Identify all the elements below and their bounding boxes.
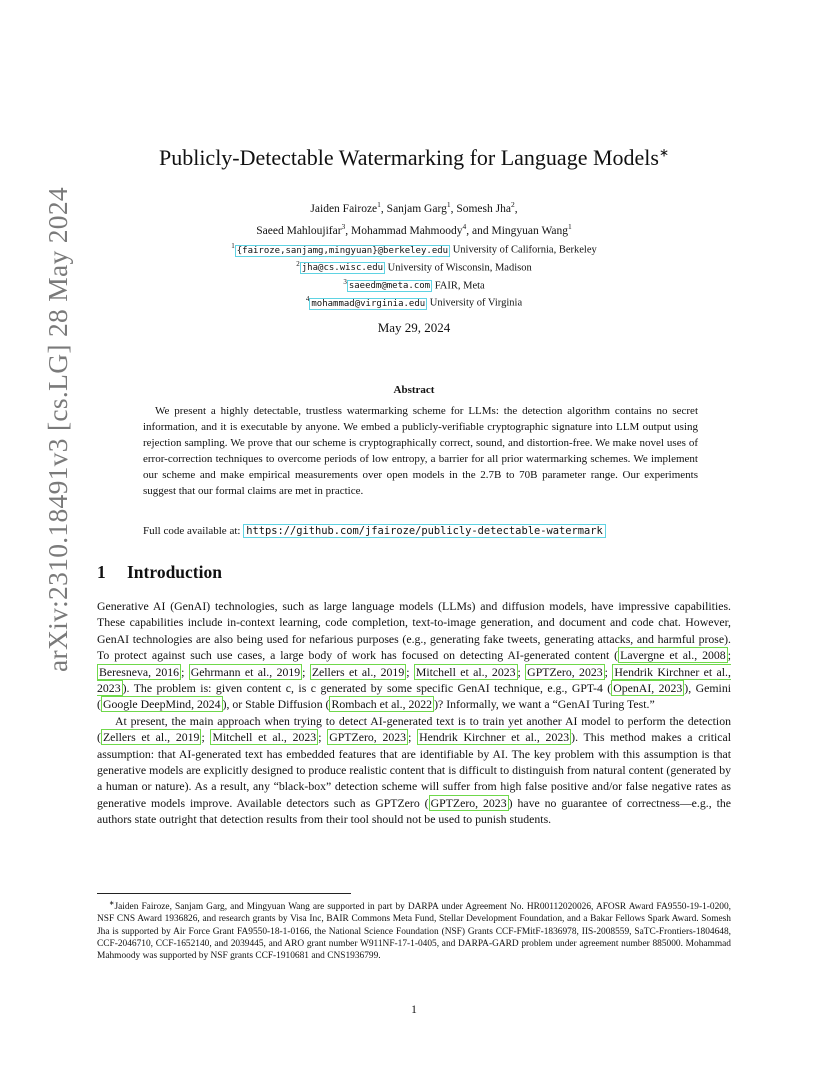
citation-link[interactable]: Mitchell et al., 2023 <box>212 730 317 745</box>
citation-link[interactable]: Google DeepMind, 2024 <box>102 697 221 712</box>
citation-link[interactable]: Mitchell et al., 2023 <box>415 664 516 679</box>
footnote-text: Jaiden Fairoze, Sanjam Garg, and Mingyuan Wang are supported in part by DARPA under Agreement No. HR00112020026, AFOSR Award FA9550-19-1-0200, NSF CNS Award 1936826, and research grants by Visa Inc, BAIR Commons Meta Fund, Stellar Development Foundation, and a Bakar Fellows Spark Award. Somesh Jha is supported by Air Force Grant FA9550-18-1-0166, the National Science Foundation (NSF) Grants CCF-FMitF-1836978, IIS-2008559, SaTC-Frontiers-1804648, CCF-2046710, CCF-1652140, and 2039445, and ARO grant number W911NF-17-1-0405, and DARPA-GARD problem under agreement number 885000. Mohammad Mahmoody was supported by NSF grants CCF-1910681 and CNS1936799. <box>97 902 731 961</box>
author-line-1 <box>0 196 828 218</box>
publication-date: May 29, 2024 <box>377 320 451 335</box>
footnote-mark: ∗ <box>109 900 115 907</box>
affiliations <box>0 240 828 311</box>
author: Jaiden Fairoze$^1$, <box>310 200 387 215</box>
author-line-2 <box>0 218 828 240</box>
author: Saeed Mahloujifar$^3$, <box>256 221 352 237</box>
affiliation: $^1$ {fairoze,sanjamg,mingyuan}@berkeley.edu University of California, Berkeley <box>231 242 597 256</box>
affiliation: $^2$ jha@cs.wisc.edu University of Wisconsin, Madison <box>296 259 532 274</box>
code-availability: Full code available at: https://github.com/jfairoze/publicly-detectable-watermark <box>143 525 743 537</box>
arxiv-identifier: arXiv:2310.18491v3 [cs.LG] 28 May 2024 <box>42 187 73 672</box>
citation-link[interactable]: Zellers et al., 2019 <box>102 730 200 745</box>
citation-link[interactable]: GPTZero, 2023 <box>329 730 407 745</box>
email-link[interactable]: jha@cs.wisc.edu <box>301 263 384 274</box>
section-number: 1 <box>97 562 106 582</box>
citation-link[interactable]: Hendrik Kirchner et al., 2023 <box>97 664 731 696</box>
citation-link[interactable]: OpenAI, 2023 <box>613 681 683 696</box>
intro-body <box>97 598 731 828</box>
author: Mingyuan Wang$^1$ <box>491 221 572 237</box>
email-link[interactable]: {fairoze,sanjamg,mingyuan}@berkeley.edu <box>236 245 449 256</box>
email-link[interactable]: mohammad@virginia.edu <box>311 298 426 309</box>
affiliation: $^3$ saeedm@meta.com FAIR, Meta <box>343 277 485 292</box>
title-text: Publicly-Detectable Watermarking for Language Models <box>158 145 659 170</box>
affiliation: $^4$ mohammad@virginia.edu University of Virginia <box>305 295 523 309</box>
email-link[interactable]: saeedm@meta.com <box>348 281 431 292</box>
paper-title <box>0 145 828 171</box>
paragraph: At present, the main approach when trying to detect AI-generated text is to train yet another AI model to perform the detection ( Zellers et al., 2019 ; Mitchell et al., 2023 ; GPTZero, 2023 ; Hendrik Kirchner et al., 2023 ). This method makes a critical assumption: that AI-generated text has embedded features that are identifiable by AI. The key problem with this assumption is that generative models are explicitly designed to produce realistic content that is difficult to distinguish from natural content (generated by a human or nature). As a result, any “black-box” detection scheme will suffer from high false positive and/or false negative rates as generative models improve. Available detectors such as GPTZero ( GPTZero, 2023 ) have no guarantee of correctness—e.g., the authors state outright that detection results from their tool should not be used to punish students. <box>97 713 732 827</box>
citation-link[interactable]: Lavergne et al., 2008 <box>620 648 726 663</box>
title-footnote-mark[interactable]: ∗ <box>658 145 670 160</box>
footnote-rule <box>97 893 351 894</box>
author-list <box>0 196 828 240</box>
author: Mohammad Mahmoody$^4$, and <box>351 221 492 237</box>
author: Sanjam Garg$^1$, <box>386 200 457 215</box>
section-heading <box>97 562 222 583</box>
author: Somesh Jha$^2$, <box>456 200 518 215</box>
paragraph: Generative AI (GenAI) technologies, such as large language models (LLMs) and diffusion models, have impressive capabilities. These capabilities include in-context learning, code completion, text-to-image generation, and document and code chat. However, GenAI technologies are also being used for nefarious purposes (e.g., generating fake tweets, generating attacks, and harmful prose). To protect against such use cases, a large body of work has focused on detecting AI-generated content ( Lavergne et al., 2008 ; Beresneva, 2016 ; Gehrmann et al., 2019 ; Zellers et al., 2019 ; Mitchell et al., 2023 ; GPTZero, 2023 ; Hendrik Kirchner et al., 2023 ). The problem is: given content c, is c generated by some specific GenAI technique, e.g., GPT-4 ( OpenAI, 2023 ), Gemini ( Google DeepMind, 2024 ), or Stable Diffusion ( Rombach et al., 2022 )? Informally, we want a “GenAI Turing Test.” <box>97 599 731 712</box>
abstract-heading: Abstract <box>393 384 435 396</box>
code-repository-link[interactable]: https://github.com/jfairoze/publicly-detectable-watermark <box>243 524 606 538</box>
citation-link[interactable]: Rombach et al., 2022 <box>331 697 433 712</box>
page-number: 1 <box>411 1004 417 1016</box>
citation-link[interactable]: Zellers et al., 2019 <box>311 664 405 679</box>
section-title: Introduction <box>127 562 222 582</box>
citation-link[interactable]: GPTZero, 2023 <box>527 664 603 679</box>
citation-link[interactable]: GPTZero, 2023 <box>430 795 507 810</box>
citation-link[interactable]: Beresneva, 2016 <box>99 664 180 679</box>
footnote <box>97 898 731 962</box>
citation-link[interactable]: Hendrik Kirchner et al., 2023 <box>419 730 570 745</box>
abstract-body: We present a highly detectable, trustless watermarking scheme for LLMs: the detection algorithm contains no secret information, and it is executable by anyone. We embed a publicly-verifiable cryptographic signature into LLM output using rejection sampling. We prove that our scheme is cryptographically correct, sound, and distortion-free. We make novel uses of error-correction techniques to overcome periods of low entropy, a barrier for all prior watermarking schemes. We implement our scheme and make empirical measurements over open models in the 2.7B to 70B parameter range. Our experiments suggest that our formal claims are met in practice. <box>143 405 698 497</box>
citation-link[interactable]: Gehrmann et al., 2019 <box>190 664 301 679</box>
